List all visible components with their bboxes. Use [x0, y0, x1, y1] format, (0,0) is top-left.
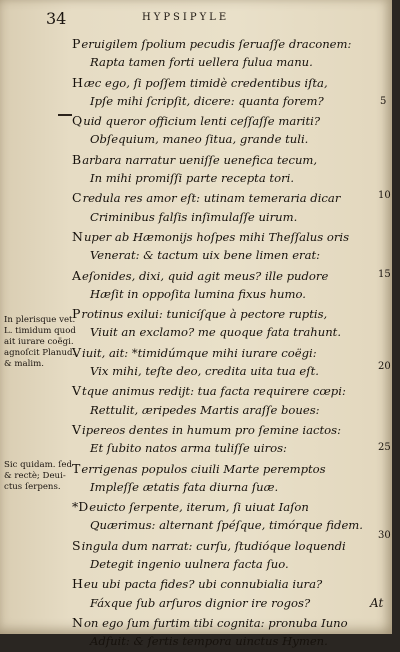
verse-line [72, 246, 372, 265]
verse-line [72, 266, 372, 285]
verse-line [72, 362, 372, 381]
verse-text-span: errigenas populos ciuili Marte peremptos [81, 461, 326, 476]
verse-text-span: æc ego, ſi poſſem timidè credentibus iſta, [83, 75, 328, 90]
margin-bracket [58, 114, 72, 116]
initial-letter: Q [72, 113, 83, 129]
margin-note [4, 315, 74, 370]
initial-letter: H [72, 576, 83, 592]
verse-line [72, 92, 372, 111]
initial-letter: P [72, 36, 81, 51]
verse-line [72, 53, 372, 72]
margin-note-line: & malim. [4, 359, 45, 369]
verse-line [72, 574, 372, 593]
margin-note-line: L. timidum quod [4, 326, 76, 336]
margin-note-line: Sic quidam. ſed [4, 460, 72, 470]
verse-text-span: uid queror officium lenti ceſſaſſe mariti? [83, 114, 321, 129]
verse-line [72, 459, 372, 478]
verse-text-span: Adfuit: & ſertis tempora uinctus Hymen. [90, 634, 328, 649]
line-number: 15 [378, 269, 391, 280]
verse-text-span: arbara narratur ueniſſe uenefica tecum, [82, 152, 318, 167]
verse-text-span: euicto ſerpente, iterum, ſi uiuat Iaſon [89, 500, 309, 515]
verse-text-span: Vix mihi, teſte deo, credita uita tua eſt. [90, 364, 319, 379]
verse-line [72, 381, 372, 400]
line-number: 10 [378, 190, 391, 201]
verse-line [72, 304, 372, 323]
initial-letter: C [72, 190, 82, 206]
verse-line [72, 632, 372, 651]
verse-text-span: iuit, ait: *timidúmque mihi iurare coëgi: [82, 345, 317, 360]
initial-letter: *D [72, 499, 89, 515]
verse-line [72, 34, 372, 53]
initial-letter: A [72, 267, 82, 283]
verse-line [72, 420, 372, 439]
verse-line [72, 497, 372, 516]
margin-note-line: agnoſcit Planud. [4, 348, 76, 358]
verse-line [72, 439, 372, 458]
running-head: HYPSIPYLE [142, 12, 230, 23]
line-number: 20 [378, 361, 391, 372]
verse-text-span: Obſequium, maneo ſitua, grande tuli. [90, 132, 309, 147]
verse-text-span: eu ubi pacta fides? ubi connubialia iura? [83, 577, 323, 592]
page-header [46, 9, 376, 29]
catchword: At [370, 596, 384, 610]
verse-text-span: Rettulit, æripedes Martis araſſe boues: [90, 402, 320, 417]
verse-line [72, 130, 372, 149]
verse-line [72, 227, 372, 246]
initial-letter: V [72, 344, 82, 360]
initial-letter: S [72, 537, 81, 553]
verse-line [72, 169, 372, 188]
margin-note-line: ait iurare coëgi. [4, 337, 74, 347]
line-number: 30 [378, 530, 391, 541]
verse-line [72, 516, 372, 535]
line-number: 25 [378, 442, 391, 453]
initial-letter: P [72, 306, 81, 322]
initial-letter: T [72, 460, 81, 476]
initial-letter: B [72, 151, 82, 167]
verse-line [72, 478, 372, 497]
verse-text-span: redula res amor eſt: utinam temeraria dicar [82, 191, 341, 206]
verse-text-span: ingula dum narrat: curſu, ſtudióque loquendi [81, 538, 346, 553]
verse-text-span: uper ab Hæmonijs hoſpes mihi Theſſalus oris [83, 229, 350, 244]
verse-line [72, 594, 372, 613]
verse-text-span: Hæſit in oppoſita lumina fixus humo. [90, 286, 306, 301]
verse-line [72, 555, 372, 574]
verse-line [72, 323, 372, 342]
verse-text [72, 34, 372, 652]
verse-text-span: Impleſſe ætatis fata diurna ſuæ. [90, 479, 279, 494]
verse-text-span: Criminibus falſis inſimulaſſe uirum. [90, 209, 298, 224]
initial-letter: H [72, 74, 83, 90]
verse-text-span: Fáxque ſub arſuros dignior ire rogos? [90, 595, 311, 610]
line-number: 5 [380, 96, 387, 107]
initial-letter: V [72, 421, 82, 437]
verse-line [72, 343, 372, 362]
verse-line [72, 73, 372, 92]
margin-note-line: & rectè; Deui- [4, 471, 66, 481]
verse-text-span: Viuit an exclamo? me quoque fata trahunt. [90, 325, 342, 340]
verse-text-span: Ipſe mihi ſcripſit, dicere: quanta forem? [90, 93, 324, 108]
verse-line [72, 208, 372, 227]
verse-line [72, 536, 372, 555]
verse-text-span: Et ſubito natos arma tuliſſe uiros: [90, 441, 287, 456]
initial-letter: N [72, 614, 83, 630]
verse-text-span: ipereos dentes in humum pro ſemine iactos: [82, 422, 341, 437]
verse-text-span: tque animus redijt: tua facta requirere cœpi: [82, 384, 346, 399]
margin-note [4, 460, 74, 493]
verse-text-span: on ego ſum furtim tibi cognita: pronuba Iuno [83, 615, 348, 630]
verse-line [72, 401, 372, 420]
verse-text-span: Rapta tamen forti uellera fulua manu. [90, 55, 313, 70]
verse-text-span: Quærimus: alternant ſpéſque, timórque fidem. [90, 518, 363, 533]
verse-text-span: eſonides, dixi, quid agit meus? ille pudore [82, 268, 329, 283]
verse-text-span: Detegit ingenio uulnera facta ſuo. [90, 557, 289, 572]
verse-text-span: rotinus exilui: tunicíſque à pectore ruptis, [81, 307, 328, 322]
verse-line [72, 285, 372, 304]
verse-line [72, 188, 372, 207]
verse-text-span: eruigilem ſpolium pecudis ſeruaſſe draconem: [81, 37, 352, 51]
page-number: 34 [46, 9, 67, 28]
margin-note-line: In plerisque vet. [4, 315, 76, 325]
verse-line [72, 150, 372, 169]
verse-line [72, 613, 372, 632]
initial-letter: V [72, 383, 82, 399]
verse-text-span: Venerat: & tactum uix bene limen erat: [90, 248, 321, 263]
verse-line [72, 111, 372, 130]
initial-letter: N [72, 228, 83, 244]
margin-note-line: ctus ſerpens. [4, 482, 61, 492]
verse-text-span: In mihi promiſſi parte recepta tori. [90, 171, 295, 186]
